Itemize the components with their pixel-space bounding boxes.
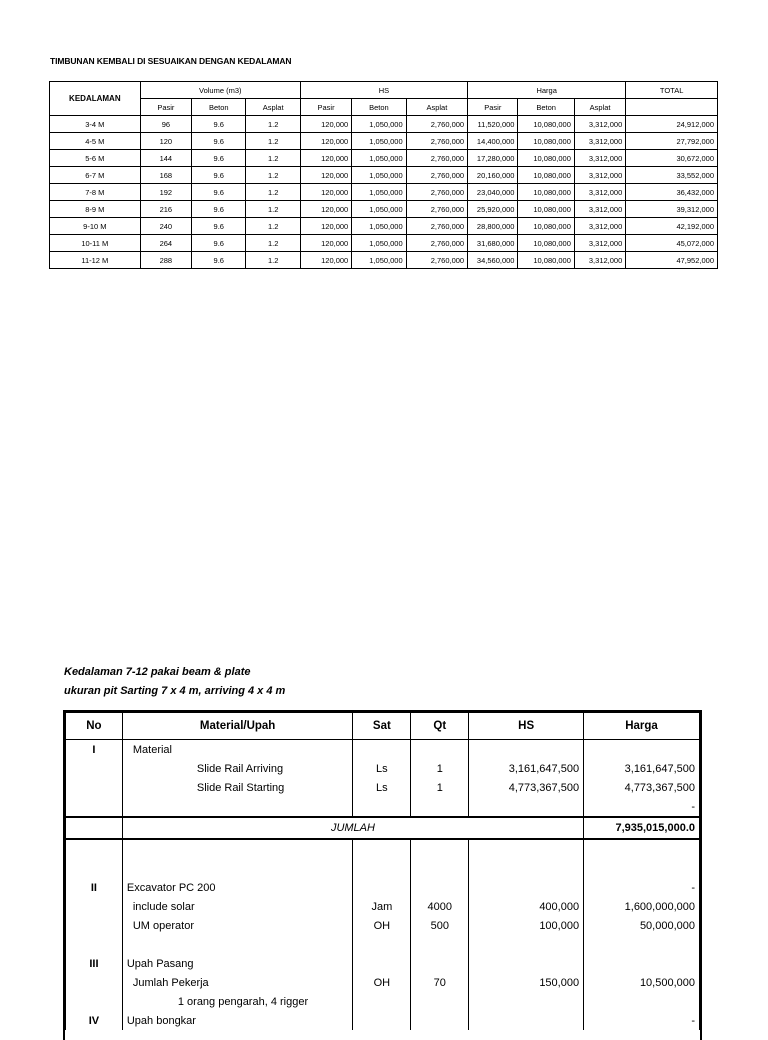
table-row: [50, 201, 718, 218]
value-cell: 28,800,000: [468, 218, 518, 235]
backfill-table: [49, 81, 718, 269]
cost-row: [66, 759, 700, 778]
value-cell: 2,760,000: [406, 184, 467, 201]
value-cell: 25,920,000: [468, 201, 518, 218]
cell-harga: [584, 954, 700, 973]
value-cell: 288: [140, 252, 191, 269]
cost-row: [66, 897, 700, 916]
value-cell: 2,760,000: [406, 235, 467, 252]
subheader-beton: Beton: [352, 99, 406, 116]
cell-sat: OH: [353, 916, 411, 935]
value-cell: 2,760,000: [406, 252, 467, 269]
value-cell: 1,050,000: [352, 116, 406, 133]
cell-hs: [469, 1011, 584, 1030]
value-cell: 1.2: [246, 150, 300, 167]
table-row: [50, 252, 718, 269]
value-cell: 1.2: [246, 235, 300, 252]
value-cell: 1,050,000: [352, 133, 406, 150]
value-cell: 120,000: [300, 201, 351, 218]
cell-harga: 50,000,000: [584, 916, 700, 935]
cell-harga: [584, 992, 700, 1011]
note-line-2: ukuran pit Sarting 7 x 4 m, arriving 4 x 4 m: [64, 685, 286, 697]
value-cell: 45,072,000: [626, 235, 718, 252]
value-cell: 3,312,000: [574, 235, 625, 252]
value-cell: 10,080,000: [518, 235, 574, 252]
cell-harga: -: [584, 878, 700, 897]
value-cell: 1,050,000: [352, 150, 406, 167]
value-cell: 2,760,000: [406, 150, 467, 167]
header-sat: Sat: [353, 713, 411, 740]
cell-sat: [353, 1011, 411, 1030]
header-no: No: [66, 713, 123, 740]
cost-row: [66, 839, 700, 859]
cell-item: Jumlah Pekerja: [122, 973, 353, 992]
cell-sat: Jam: [353, 897, 411, 916]
cost-row: [66, 935, 700, 954]
value-cell: 17,280,000: [468, 150, 518, 167]
cell-harga: 3,161,647,500: [584, 759, 700, 778]
table-row: [50, 218, 718, 235]
value-cell: 96: [140, 116, 191, 133]
cell-no: [66, 992, 123, 1011]
value-cell: 120,000: [300, 252, 351, 269]
value-cell: 1,050,000: [352, 201, 406, 218]
value-cell: 120,000: [300, 167, 351, 184]
value-cell: 120,000: [300, 150, 351, 167]
value-cell: 144: [140, 150, 191, 167]
table-row: [50, 184, 718, 201]
cell-hs: 4,773,367,500: [469, 778, 584, 797]
value-cell: 1.2: [246, 116, 300, 133]
value-cell: 9.6: [192, 252, 246, 269]
cost-row: [66, 740, 700, 760]
value-cell: 30,672,000: [626, 150, 718, 167]
cell-harga: [584, 935, 700, 954]
cell-no: [66, 859, 123, 878]
cell-item: include solar: [122, 897, 353, 916]
value-cell: 120,000: [300, 116, 351, 133]
value-cell: 34,560,000: [468, 252, 518, 269]
cost-row: [66, 778, 700, 797]
value-cell: 9.6: [192, 235, 246, 252]
value-cell: 1.2: [246, 201, 300, 218]
cell-item: UM operator: [122, 916, 353, 935]
cell-hs: [469, 992, 584, 1011]
table-row: [50, 133, 718, 150]
value-cell: 3,312,000: [574, 150, 625, 167]
value-cell: 10,080,000: [518, 218, 574, 235]
value-cell: 24,912,000: [626, 116, 718, 133]
cell-no: II: [66, 878, 123, 897]
value-cell: 1,050,000: [352, 184, 406, 201]
pit-note: [64, 663, 285, 701]
header-hs: HS: [469, 713, 584, 740]
value-cell: 1.2: [246, 252, 300, 269]
cell-sat: [353, 878, 411, 897]
cell-qt: [411, 935, 469, 954]
cost-row: [66, 973, 700, 992]
jumlah-value: 7,935,015,000.0: [584, 817, 700, 839]
cell-harga: 1,600,000,000: [584, 897, 700, 916]
note-line-1: Kedalaman 7-12 pakai beam & plate: [64, 666, 251, 678]
cost-row: [66, 878, 700, 897]
depth-cell: 3-4 M: [50, 116, 141, 133]
value-cell: 1.2: [246, 184, 300, 201]
cell-qt: [411, 878, 469, 897]
table1-title: TIMBUNAN KEMBALI DI SESUAIKAN DENGAN KEDALAMAN: [50, 56, 292, 66]
value-cell: 10,080,000: [518, 201, 574, 218]
cell-hs: [469, 797, 584, 817]
value-cell: 14,400,000: [468, 133, 518, 150]
cell-hs: 150,000: [469, 973, 584, 992]
header-hs: HS: [300, 82, 467, 99]
subheader-beton: Beton: [518, 99, 574, 116]
value-cell: 1,050,000: [352, 218, 406, 235]
cell-no: [66, 839, 123, 859]
cell-harga: -: [584, 1011, 700, 1030]
value-cell: 9.6: [192, 218, 246, 235]
value-cell: 1.2: [246, 218, 300, 235]
header-kedalaman: KEDALAMAN: [50, 82, 141, 116]
cell-sat: [353, 839, 411, 859]
value-cell: 11,520,000: [468, 116, 518, 133]
value-cell: 1.2: [246, 167, 300, 184]
cell-no: [66, 935, 123, 954]
depth-cell: 7-8 M: [50, 184, 141, 201]
cell-item: [122, 859, 353, 878]
cell-item: [122, 797, 353, 817]
cell-hs: 3,161,647,500: [469, 759, 584, 778]
cell-sat: [353, 859, 411, 878]
depth-cell: 5-6 M: [50, 150, 141, 167]
value-cell: 9.6: [192, 167, 246, 184]
cell-no: [66, 759, 123, 778]
cell-sat: OH: [353, 973, 411, 992]
header-harga: Harga: [584, 713, 700, 740]
subheader-pasir: Pasir: [300, 99, 351, 116]
value-cell: 120: [140, 133, 191, 150]
value-cell: 1.2: [246, 133, 300, 150]
cell-no: IV: [66, 1011, 123, 1030]
cell-sat: Ls: [353, 759, 411, 778]
subheader-asplat: Asplat: [246, 99, 300, 116]
header-material-upah: Material/Upah: [122, 713, 353, 740]
value-cell: 240: [140, 218, 191, 235]
value-cell: 10,080,000: [518, 184, 574, 201]
cell-harga: 10,500,000: [584, 973, 700, 992]
cell-hs: [469, 935, 584, 954]
cell-qt: [411, 859, 469, 878]
value-cell: 47,952,000: [626, 252, 718, 269]
cell-qt: [411, 1011, 469, 1030]
value-cell: 2,760,000: [406, 201, 467, 218]
header-harga: Harga: [468, 82, 626, 99]
depth-cell: 11-12 M: [50, 252, 141, 269]
cell-sat: [353, 935, 411, 954]
value-cell: 33,552,000: [626, 167, 718, 184]
value-cell: 31,680,000: [468, 235, 518, 252]
cell-hs: [469, 740, 584, 760]
value-cell: 23,040,000: [468, 184, 518, 201]
cost-row: [66, 1011, 700, 1030]
cell-item: Upah bongkar: [122, 1011, 353, 1030]
value-cell: 9.6: [192, 184, 246, 201]
value-cell: 3,312,000: [574, 201, 625, 218]
value-cell: 10,080,000: [518, 150, 574, 167]
cell-no: III: [66, 954, 123, 973]
subheader-pasir: Pasir: [140, 99, 191, 116]
value-cell: 10,080,000: [518, 167, 574, 184]
value-cell: 168: [140, 167, 191, 184]
cell-sat: [353, 797, 411, 817]
cell-hs: [469, 878, 584, 897]
cell-sat: [353, 740, 411, 760]
value-cell: 1,050,000: [352, 252, 406, 269]
value-cell: 9.6: [192, 201, 246, 218]
depth-cell: 10-11 M: [50, 235, 141, 252]
cell-no: [66, 797, 123, 817]
value-cell: 120,000: [300, 133, 351, 150]
value-cell: 9.6: [192, 133, 246, 150]
jumlah-row: [66, 817, 700, 839]
value-cell: 2,760,000: [406, 133, 467, 150]
table-row: [50, 150, 718, 167]
value-cell: 3,312,000: [574, 252, 625, 269]
cell-qt: [411, 740, 469, 760]
value-cell: 120,000: [300, 218, 351, 235]
value-cell: 120,000: [300, 235, 351, 252]
value-cell: 9.6: [192, 116, 246, 133]
header-total: TOTAL: [626, 82, 718, 99]
cell-item: Slide Rail Starting: [122, 778, 353, 797]
cell-item: [122, 839, 353, 859]
cell-qt: 1: [411, 778, 469, 797]
value-cell: 36,432,000: [626, 184, 718, 201]
subheader-pasir: Pasir: [468, 99, 518, 116]
value-cell: 27,792,000: [626, 133, 718, 150]
cell-no: [66, 973, 123, 992]
value-cell: 42,192,000: [626, 218, 718, 235]
cell-hs: [469, 954, 584, 973]
cost-table: [65, 712, 700, 1030]
value-cell: 3,312,000: [574, 133, 625, 150]
value-cell: 10,080,000: [518, 252, 574, 269]
value-cell: 2,760,000: [406, 167, 467, 184]
value-cell: 9.6: [192, 150, 246, 167]
cell-qt: [411, 839, 469, 859]
value-cell: 192: [140, 184, 191, 201]
cost-row: [66, 916, 700, 935]
jumlah-blank: [66, 817, 123, 839]
value-cell: 3,312,000: [574, 218, 625, 235]
table-row: [50, 235, 718, 252]
cell-qt: [411, 992, 469, 1011]
value-cell: 3,312,000: [574, 167, 625, 184]
cost-row: [66, 992, 700, 1011]
cell-item: 1 orang pengarah, 4 rigger: [122, 992, 353, 1011]
cell-item: Slide Rail Arriving: [122, 759, 353, 778]
cell-sat: [353, 992, 411, 1011]
value-cell: 120,000: [300, 184, 351, 201]
depth-cell: 8-9 M: [50, 201, 141, 218]
depth-cell: 4-5 M: [50, 133, 141, 150]
cell-qt: 4000: [411, 897, 469, 916]
cost-table-frame: [63, 710, 702, 1040]
subheader-total-blank: [626, 99, 718, 116]
value-cell: 20,160,000: [468, 167, 518, 184]
cell-qt: [411, 797, 469, 817]
cell-harga: -: [584, 797, 700, 817]
table-row: [50, 116, 718, 133]
cell-harga: [584, 839, 700, 859]
cost-row: [66, 797, 700, 817]
subheader-asplat: Asplat: [406, 99, 467, 116]
value-cell: 10,080,000: [518, 133, 574, 150]
cell-qt: [411, 954, 469, 973]
header-volume: Volume (m3): [140, 82, 300, 99]
header-qt: Qt: [411, 713, 469, 740]
cell-harga: 4,773,367,500: [584, 778, 700, 797]
cell-item: [122, 935, 353, 954]
cell-qt: 500: [411, 916, 469, 935]
cell-item: Material: [122, 740, 353, 760]
cell-no: [66, 897, 123, 916]
cell-sat: [353, 954, 411, 973]
value-cell: 10,080,000: [518, 116, 574, 133]
cell-no: [66, 778, 123, 797]
cell-item: Upah Pasang: [122, 954, 353, 973]
subheader-beton: Beton: [192, 99, 246, 116]
cell-hs: 100,000: [469, 916, 584, 935]
cell-qt: 70: [411, 973, 469, 992]
cell-hs: 400,000: [469, 897, 584, 916]
cell-no: [66, 916, 123, 935]
cell-item: Excavator PC 200: [122, 878, 353, 897]
cost-row: [66, 859, 700, 878]
cell-no: I: [66, 740, 123, 760]
cell-harga: [584, 740, 700, 760]
cell-qt: 1: [411, 759, 469, 778]
value-cell: 2,760,000: [406, 116, 467, 133]
depth-cell: 9-10 M: [50, 218, 141, 235]
cell-hs: [469, 859, 584, 878]
value-cell: 1,050,000: [352, 167, 406, 184]
value-cell: 39,312,000: [626, 201, 718, 218]
cell-hs: [469, 839, 584, 859]
value-cell: 264: [140, 235, 191, 252]
value-cell: 3,312,000: [574, 116, 625, 133]
cell-sat: Ls: [353, 778, 411, 797]
value-cell: 3,312,000: [574, 184, 625, 201]
value-cell: 1,050,000: [352, 235, 406, 252]
depth-cell: 6-7 M: [50, 167, 141, 184]
jumlah-label: JUMLAH: [122, 817, 583, 839]
subheader-asplat: Asplat: [574, 99, 625, 116]
value-cell: 216: [140, 201, 191, 218]
table-row: [50, 167, 718, 184]
value-cell: 2,760,000: [406, 218, 467, 235]
cost-row: [66, 954, 700, 973]
cell-harga: [584, 859, 700, 878]
